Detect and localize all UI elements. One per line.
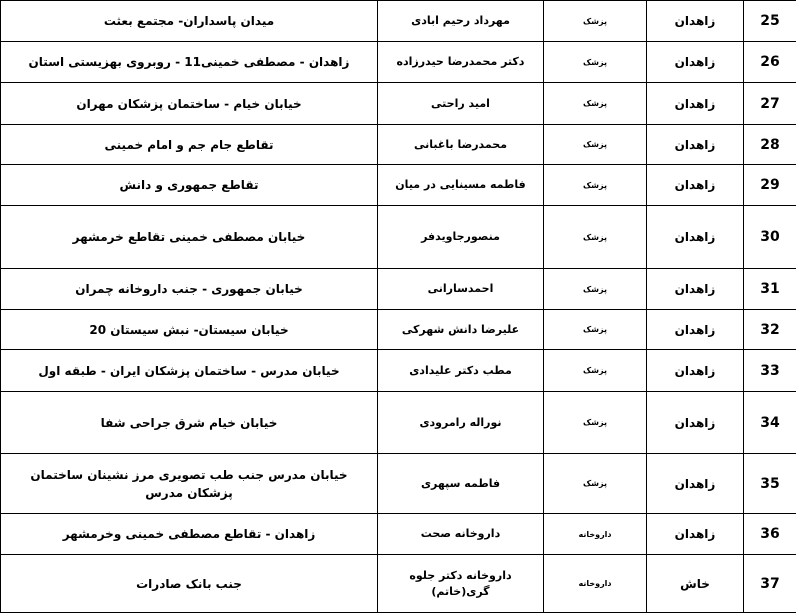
name-cell: نوراله رامرودی xyxy=(378,392,544,454)
type-cell: پزشک xyxy=(544,83,647,125)
type-cell: پزشک xyxy=(544,1,647,42)
city-cell: زاهدان xyxy=(647,125,744,165)
row-number: 34 xyxy=(744,392,796,454)
row-number: 36 xyxy=(744,514,796,555)
address-cell: تقاطع جمهوری و دانش xyxy=(1,165,378,206)
row-number: 33 xyxy=(744,350,796,392)
city-cell: زاهدان xyxy=(647,1,744,42)
type-cell: پزشک xyxy=(544,125,647,165)
address-cell: تقاطع جام جم و امام خمینی xyxy=(1,125,378,165)
address-cell: زاهدان - مصطفی خمینی11 - روبروی بهزیستی استان xyxy=(1,42,378,83)
type-cell: پزشک xyxy=(544,206,647,269)
address-cell: خیابان مدرس - ساختمان پزشکان ایران - طبقه اول xyxy=(1,350,378,392)
city-cell: زاهدان xyxy=(647,42,744,83)
table-row xyxy=(1,42,796,83)
city-cell: زاهدان xyxy=(647,350,744,392)
type-cell: پزشک xyxy=(544,310,647,350)
type-cell: پزشک xyxy=(544,42,647,83)
name-cell: احمدسارانی xyxy=(378,269,544,310)
name-cell: مهرداد رحیم ابادی xyxy=(378,1,544,42)
address-cell: خیابان سیستان- نبش سیستان 20 xyxy=(1,310,378,350)
address-cell: خیابان جمهوری - جنب داروخانه چمران xyxy=(1,269,378,310)
row-number: 27 xyxy=(744,83,796,125)
row-number: 29 xyxy=(744,165,796,206)
table-row xyxy=(1,269,796,310)
type-cell: داروخانه xyxy=(544,555,647,613)
city-cell: زاهدان xyxy=(647,514,744,555)
table-row xyxy=(1,392,796,454)
city-cell: زاهدان xyxy=(647,454,744,514)
name-cell: مطب دکتر علیدادی xyxy=(378,350,544,392)
table-row xyxy=(1,125,796,165)
city-cell: زاهدان xyxy=(647,206,744,269)
name-cell: داروخانه دکتر جلوه گری(خاتم) xyxy=(378,555,544,613)
name-cell: علیرضا دانش شهرکی xyxy=(378,310,544,350)
address-cell: میدان پاسداران- مجتمع بعثت xyxy=(1,1,378,42)
row-number: 32 xyxy=(744,310,796,350)
row-number: 25 xyxy=(744,1,796,42)
city-cell: زاهدان xyxy=(647,83,744,125)
address-cell: خیابان خیام شرق جراحی شفا xyxy=(1,392,378,454)
name-cell: فاطمه مسینایی در میان xyxy=(378,165,544,206)
table-row xyxy=(1,310,796,350)
name-cell: امید راحتی xyxy=(378,83,544,125)
address-cell: جنب بانک صادرات xyxy=(1,555,378,613)
name-cell: منصورجاویدفر xyxy=(378,206,544,269)
row-number: 37 xyxy=(744,555,796,613)
table-row xyxy=(1,165,796,206)
row-number: 30 xyxy=(744,206,796,269)
type-cell: پزشک xyxy=(544,454,647,514)
name-cell: فاطمه سپهری xyxy=(378,454,544,514)
city-cell: زاهدان xyxy=(647,392,744,454)
name-cell: داروخانه صحت xyxy=(378,514,544,555)
address-cell: زاهدان - تقاطع مصطفی خمینی وخرمشهر xyxy=(1,514,378,555)
table-row xyxy=(1,454,796,514)
row-number: 35 xyxy=(744,454,796,514)
name-cell: دکتر محمدرضا حیدرزاده xyxy=(378,42,544,83)
type-cell: پزشک xyxy=(544,165,647,206)
city-cell: زاهدان xyxy=(647,165,744,206)
table-row xyxy=(1,350,796,392)
row-number: 31 xyxy=(744,269,796,310)
type-cell: پزشک xyxy=(544,269,647,310)
row-number: 26 xyxy=(744,42,796,83)
table-row xyxy=(1,206,796,269)
type-cell: پزشک xyxy=(544,350,647,392)
row-number: 28 xyxy=(744,125,796,165)
table-row xyxy=(1,555,796,613)
city-cell: زاهدان xyxy=(647,269,744,310)
address-cell: خیابان مصطفی خمینی تقاطع خرمشهر xyxy=(1,206,378,269)
type-cell: داروخانه xyxy=(544,514,647,555)
table-row xyxy=(1,1,796,42)
name-cell: محمدرضا باغبانی xyxy=(378,125,544,165)
table-row xyxy=(1,514,796,555)
table-row xyxy=(1,83,796,125)
address-cell: خیابان خیام - ساختمان پزشکان مهران xyxy=(1,83,378,125)
type-cell: پزشک xyxy=(544,392,647,454)
city-cell: خاش xyxy=(647,555,744,613)
address-cell: خیابان مدرس جنب طب تصویری مرز نشینان ساختمان پزشکان مدرس xyxy=(1,454,378,514)
city-cell: زاهدان xyxy=(647,310,744,350)
